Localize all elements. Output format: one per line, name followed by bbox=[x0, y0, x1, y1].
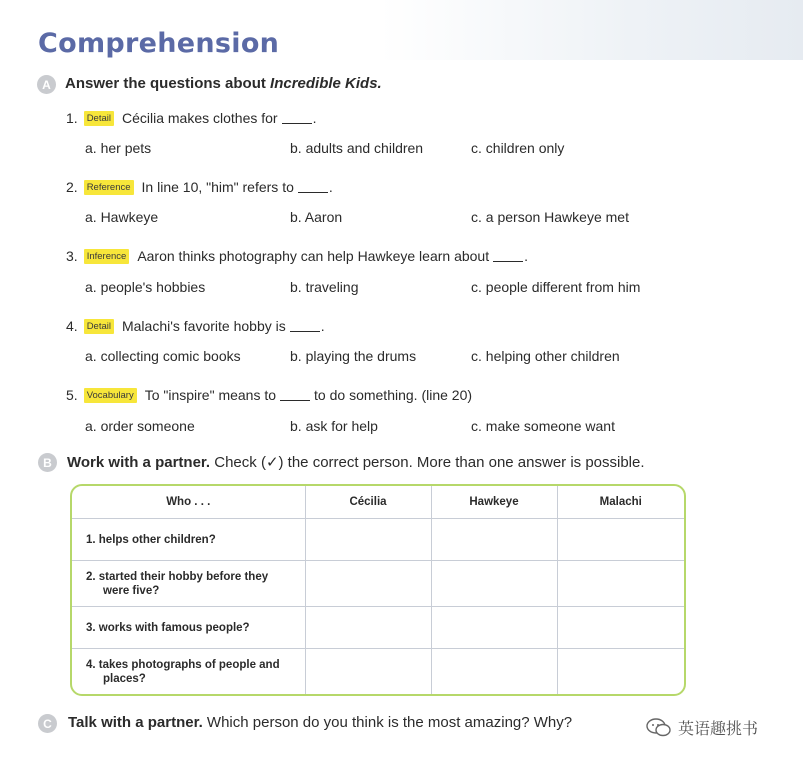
answer-table bbox=[70, 484, 686, 696]
question-number: 5. bbox=[66, 387, 78, 403]
row-question-text: 4. takes photographs of people and places? bbox=[86, 658, 280, 685]
question-end: . bbox=[312, 110, 317, 126]
option-a: a. collecting comic books bbox=[85, 348, 241, 364]
question-2 bbox=[66, 179, 333, 195]
chat-bubble-icon bbox=[646, 717, 672, 739]
option-b: b. adults and children bbox=[290, 140, 424, 156]
check-cell-hawkeye[interactable] bbox=[431, 607, 557, 649]
watermark-text: 英语趣挑书 bbox=[678, 721, 759, 738]
row-question bbox=[72, 649, 305, 695]
question-text: In line 10, "him" refers to bbox=[141, 179, 294, 195]
option-a: a. her pets bbox=[85, 140, 152, 156]
table-header-row bbox=[72, 486, 684, 519]
header-who: Who . . . bbox=[72, 486, 305, 519]
skill-tag: Vocabulary bbox=[84, 388, 137, 403]
question-text: Malachi's favorite hobby is bbox=[121, 318, 286, 334]
question-4 bbox=[66, 318, 325, 334]
section-a-prefix: Answer the questions about bbox=[65, 75, 271, 92]
question-end: to do something. (line 20) bbox=[314, 387, 473, 403]
answer-blank bbox=[280, 389, 310, 401]
option-c: c. helping other children bbox=[471, 348, 620, 364]
option-c: c. a person Hawkeye met bbox=[471, 209, 629, 225]
question-number: 4. bbox=[66, 318, 78, 334]
check-cell-hawkeye[interactable] bbox=[431, 519, 557, 561]
page-title: Comprehension bbox=[38, 28, 280, 59]
question-text: To "inspire" means to bbox=[144, 387, 277, 403]
table-row bbox=[72, 561, 684, 607]
section-b-badge: B bbox=[38, 453, 57, 472]
watermark bbox=[646, 716, 758, 739]
header-hawkeye: Hawkeye bbox=[431, 486, 557, 519]
option-c: c. people different from him bbox=[471, 279, 641, 295]
row-question: 1. helps other children? bbox=[72, 519, 305, 561]
answer-blank bbox=[290, 320, 320, 332]
skill-tag: Inference bbox=[84, 249, 130, 264]
option-a: a. Hawkeye bbox=[85, 209, 159, 225]
row-question-text: 2. started their hobby before they were five? bbox=[86, 570, 269, 597]
section-a-instruction bbox=[65, 75, 382, 92]
skill-tag: Reference bbox=[84, 180, 134, 195]
skill-tag: Detail bbox=[84, 111, 114, 126]
option-b: b. Aaron bbox=[290, 209, 343, 225]
section-b-bold: Work with a partner. bbox=[67, 454, 211, 471]
check-cell-malachi[interactable] bbox=[557, 519, 684, 561]
table-row bbox=[72, 649, 684, 695]
question-number: 3. bbox=[66, 248, 78, 264]
section-b-rest: Check (✓) the correct person. More than one answer is possible. bbox=[210, 454, 645, 471]
check-cell-cecilia[interactable] bbox=[305, 561, 431, 607]
question-end: . bbox=[524, 248, 528, 264]
check-cell-cecilia[interactable] bbox=[305, 607, 431, 649]
question-text: Cécilia makes clothes for bbox=[121, 110, 278, 126]
header-cecilia: Cécilia bbox=[305, 486, 431, 519]
check-cell-malachi[interactable] bbox=[557, 561, 684, 607]
option-b: b. playing the drums bbox=[290, 348, 417, 364]
row-question bbox=[72, 561, 305, 607]
option-b: b. traveling bbox=[290, 279, 359, 295]
header-malachi: Malachi bbox=[557, 486, 684, 519]
check-cell-hawkeye[interactable] bbox=[431, 561, 557, 607]
question-number: 1. bbox=[66, 110, 78, 126]
section-c-badge: C bbox=[38, 714, 57, 733]
question-5 bbox=[66, 387, 472, 403]
answer-blank bbox=[282, 112, 312, 124]
section-c-rest: Which person do you think is the most amazing? Why? bbox=[202, 714, 573, 731]
corner-wash bbox=[380, 0, 803, 60]
section-a-title: Incredible Kids. bbox=[270, 75, 382, 92]
question-end: . bbox=[328, 179, 333, 195]
option-a: a. order someone bbox=[85, 418, 195, 434]
option-a: a. people's hobbies bbox=[85, 279, 206, 295]
check-cell-hawkeye[interactable] bbox=[431, 649, 557, 695]
check-cell-cecilia[interactable] bbox=[305, 649, 431, 695]
skill-tag: Detail bbox=[84, 319, 114, 334]
answer-blank bbox=[298, 181, 328, 193]
option-c: c. make someone want bbox=[471, 418, 615, 434]
option-c: c. children only bbox=[471, 140, 565, 156]
question-1 bbox=[66, 110, 317, 126]
question-end: . bbox=[320, 318, 325, 334]
section-c-instruction bbox=[68, 714, 572, 731]
check-cell-cecilia[interactable] bbox=[305, 519, 431, 561]
section-c-bold: Talk with a partner. bbox=[68, 714, 203, 731]
check-cell-malachi[interactable] bbox=[557, 649, 684, 695]
table-row bbox=[72, 519, 684, 561]
option-b: b. ask for help bbox=[290, 418, 378, 434]
section-a-badge: A bbox=[37, 75, 56, 94]
question-text: Aaron thinks photography can help Hawkeye learn about bbox=[137, 248, 490, 264]
table-row bbox=[72, 607, 684, 649]
check-cell-malachi[interactable] bbox=[557, 607, 684, 649]
section-b-instruction bbox=[67, 453, 645, 471]
question-3 bbox=[66, 248, 528, 264]
row-question: 3. works with famous people? bbox=[72, 607, 305, 649]
question-number: 2. bbox=[66, 179, 78, 195]
answer-blank bbox=[493, 250, 523, 262]
